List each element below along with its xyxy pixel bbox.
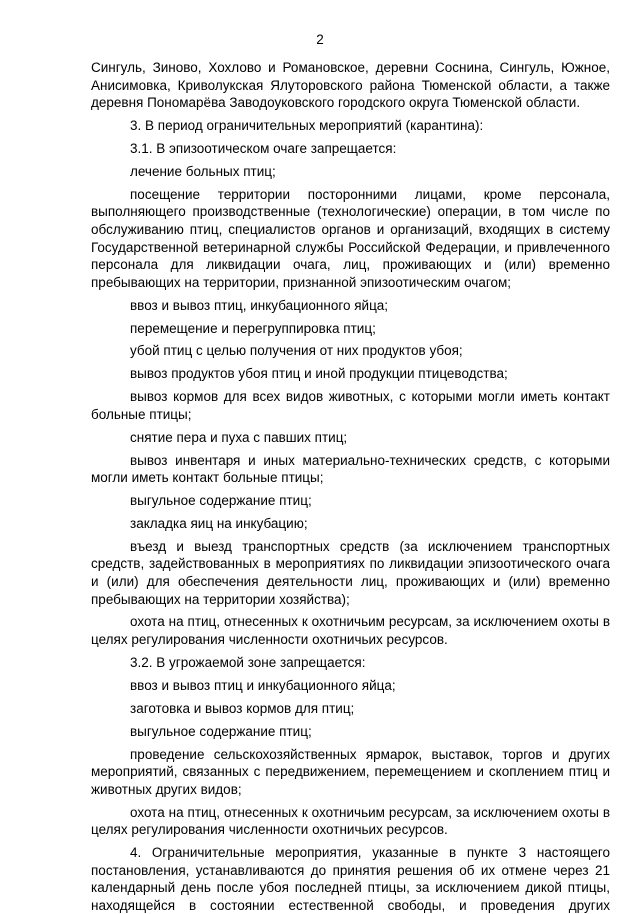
paragraph-item: въезд и выезд транспортных средств (за исключением транспортных средств, задействованных в мероприятиях по ликвидации эпизоотического очага и (или) для обеспечения деятельности лиц, проживающих и (или) временно пребывающих на территории хозяйства); (91, 538, 610, 607)
paragraph-item: перемещение и перегруппировка птиц; (130, 320, 376, 336)
paragraph-item: закладка яиц на инкубацию; (130, 515, 308, 531)
paragraph-section-3-heading: 3. В период ограничительных мероприятий (карантина): (130, 118, 484, 134)
paragraph-item: охота на птиц, отнесенных к охотничьим ресурсам, за исключением охоты в целях регулирования численности охотничьих ресурсов. (91, 804, 610, 838)
paragraph-item: вывоз инвентаря и иных материально-технических средств, с которыми могли иметь контакт больные птицы; (91, 452, 610, 486)
paragraph-item: заготовка и вывоз кормов для птиц; (130, 700, 355, 716)
paragraph-item: охота на птиц, отнесенных к охотничьим ресурсам, за исключением охоты в целях регулирования численности охотничьих ресурсов. (91, 614, 610, 648)
paragraph-item: ввоз и вывоз птиц и инкубационного яйца; (130, 677, 396, 693)
paragraph-section-3-2-heading: 3.2. В угрожаемой зоне запрещается: (130, 654, 366, 670)
paragraph-item: ввоз и вывоз птиц, инкубационного яйца; (130, 297, 389, 313)
paragraph-item: вывоз продуктов убоя птиц и иной продукции птицеводства; (130, 366, 508, 382)
paragraph-continued-list-of-settlements: Сингуль, Зиново, Хохлово и Романовское, деревни Соснина, Сингуль, Южное, Анисимовка, Криволукская Ялуторовского района Тюменской области, а также деревня Пономарёва Заводоуковского городского округа Тюменской области. (91, 60, 610, 111)
paragraph-item: выгульное содержание птиц; (130, 723, 312, 739)
paragraph-item: вывоз кормов для всех видов животных, с которыми могли иметь контакт больные птицы; (91, 389, 610, 422)
page-number: 2 (316, 32, 324, 47)
document-body (91, 59, 610, 914)
paragraph-item: убой птиц с целью получения от них продуктов убоя; (130, 343, 463, 359)
paragraph-item: лечение больных птиц; (130, 163, 276, 179)
paragraph-item: снятие пера и пуха с павших птиц; (130, 429, 348, 445)
paragraph-section-4: 4. Ограничительные мероприятия, указанные в пункте 3 настоящего постановления, устанавливаются до принятия решения об их отмене через 21 календарный день после убоя последней птицы, за исключением дикой птицы, находящейся в состоянии естественной свободы, и проведения других (91, 845, 610, 913)
paragraph-item: посещение территории посторонними лицами, кроме персонала, выполняющего производственные (технологические) операции, в том числе по обслуживанию птиц, специалистов органов и организаций, входящих в систему Государственной ветеринарной службы Российской Федерации, и привлеченного персонала для ликвидации очага, лиц, проживающих и (или) временно пребывающих на территории, признанной эпизоотическим очагом; (91, 186, 610, 290)
paragraph-item: проведение сельскохозяйственных ярмарок, выставок, торгов и других мероприятий, связанных с передвижением, перемещением и скоплением птиц и животных других видов; (91, 746, 610, 797)
paragraph-section-3-1-heading: 3.1. В эпизоотическом очаге запрещается: (130, 140, 397, 156)
paragraph-item: выгульное содержание птиц; (130, 493, 312, 509)
